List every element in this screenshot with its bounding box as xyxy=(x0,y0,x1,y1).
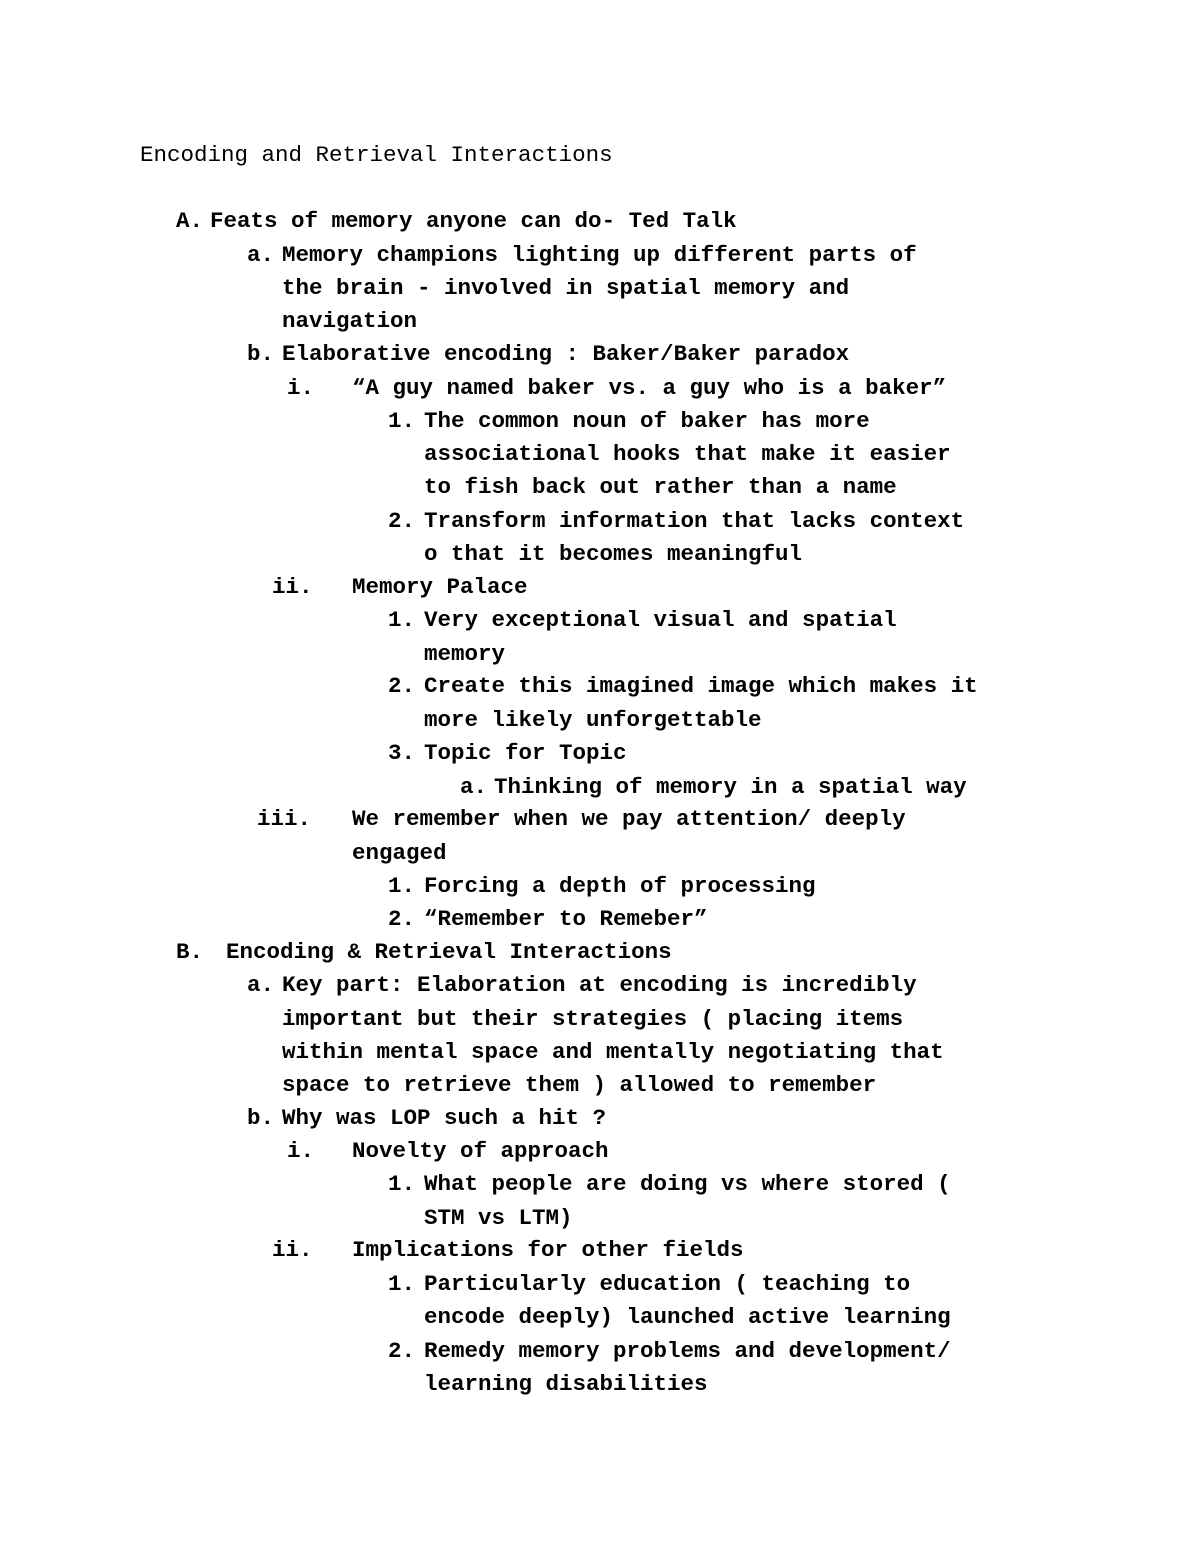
list-item-marker: a. xyxy=(460,774,488,800)
list-item-line: Novelty of approach xyxy=(352,1138,609,1164)
list-item-line: STM vs LTM) xyxy=(424,1205,573,1231)
list-item-line: the brain - involved in spatial memory and xyxy=(282,275,850,301)
list-item-line: Remedy memory problems and development/ xyxy=(424,1338,951,1364)
list-item-marker: i. xyxy=(287,375,315,401)
list-item-line: Elaborative encoding : Baker/Baker paradox xyxy=(282,341,850,367)
list-item-line: memory xyxy=(424,641,506,667)
list-item-marker: b. xyxy=(247,341,275,367)
list-item-marker: 2. xyxy=(388,906,416,932)
list-item-line: “Remember to Remeber” xyxy=(424,906,708,932)
list-item-marker: 1. xyxy=(388,1271,416,1297)
list-item-line: Create this imagined image which makes it xyxy=(424,673,978,699)
list-item-line: Memory Palace xyxy=(352,574,528,600)
list-item-line: Forcing a depth of processing xyxy=(424,873,816,899)
list-item-line: space to retrieve them ) allowed to remember xyxy=(282,1072,877,1098)
list-item-marker: ii. xyxy=(272,1237,313,1263)
list-item-marker: 3. xyxy=(388,740,416,766)
list-item-line: The common noun of baker has more xyxy=(424,408,870,434)
page-title: Encoding and Retrieval Interactions xyxy=(140,142,613,168)
list-item-line: Very exceptional visual and spatial xyxy=(424,607,897,633)
list-item-marker: 2. xyxy=(388,508,416,534)
section-a-heading: Feats of memory anyone can do- Ted Talk xyxy=(210,208,737,234)
list-item-line: Key part: Elaboration at encoding is incredibly xyxy=(282,972,917,998)
list-item-line: learning disabilities xyxy=(424,1371,708,1397)
list-item-line: Implications for other fields xyxy=(352,1237,744,1263)
list-item-marker: ii. xyxy=(272,574,313,600)
section-b-heading: Encoding & Retrieval Interactions xyxy=(226,939,672,965)
list-item-line: more likely unforgettable xyxy=(424,707,762,733)
list-item-marker: b. xyxy=(247,1105,275,1131)
list-item-line: o that it becomes meaningful xyxy=(424,541,803,567)
list-item-line: “A guy named baker vs. a guy who is a baker” xyxy=(352,375,947,401)
list-item-marker: 1. xyxy=(388,408,416,434)
list-item-marker: 1. xyxy=(388,1171,416,1197)
list-item-line: We remember when we pay attention/ deeply xyxy=(352,806,906,832)
list-item-line: to fish back out rather than a name xyxy=(424,474,897,500)
list-item-marker: iii. xyxy=(257,806,312,832)
list-item-line: Topic for Topic xyxy=(424,740,627,766)
list-item-marker: i. xyxy=(287,1138,315,1164)
list-item-line: associational hooks that make it easier xyxy=(424,441,951,467)
list-item-line: Transform information that lacks context xyxy=(424,508,965,534)
list-item-line: within mental space and mentally negotiating that xyxy=(282,1039,944,1065)
list-item-line: Particularly education ( teaching to xyxy=(424,1271,911,1297)
list-item-line: Why was LOP such a hit ? xyxy=(282,1105,607,1131)
list-item-line: Thinking of memory in a spatial way xyxy=(494,774,967,800)
list-item-marker: 1. xyxy=(388,607,416,633)
list-item-marker: 2. xyxy=(388,673,416,699)
list-item-line: navigation xyxy=(282,308,418,334)
section-b-marker: B. xyxy=(176,939,204,965)
list-item-marker: a. xyxy=(247,242,275,268)
list-item-line: engaged xyxy=(352,840,447,866)
list-item-marker: 2. xyxy=(388,1338,416,1364)
section-a-marker: A. xyxy=(176,208,204,234)
list-item-marker: 1. xyxy=(388,873,416,899)
list-item-marker: a. xyxy=(247,972,275,998)
list-item-line: What people are doing vs where stored ( xyxy=(424,1171,951,1197)
list-item-line: encode deeply) launched active learning xyxy=(424,1304,951,1330)
list-item-line: Memory champions lighting up different parts of xyxy=(282,242,917,268)
list-item-line: important but their strategies ( placing items xyxy=(282,1006,904,1032)
